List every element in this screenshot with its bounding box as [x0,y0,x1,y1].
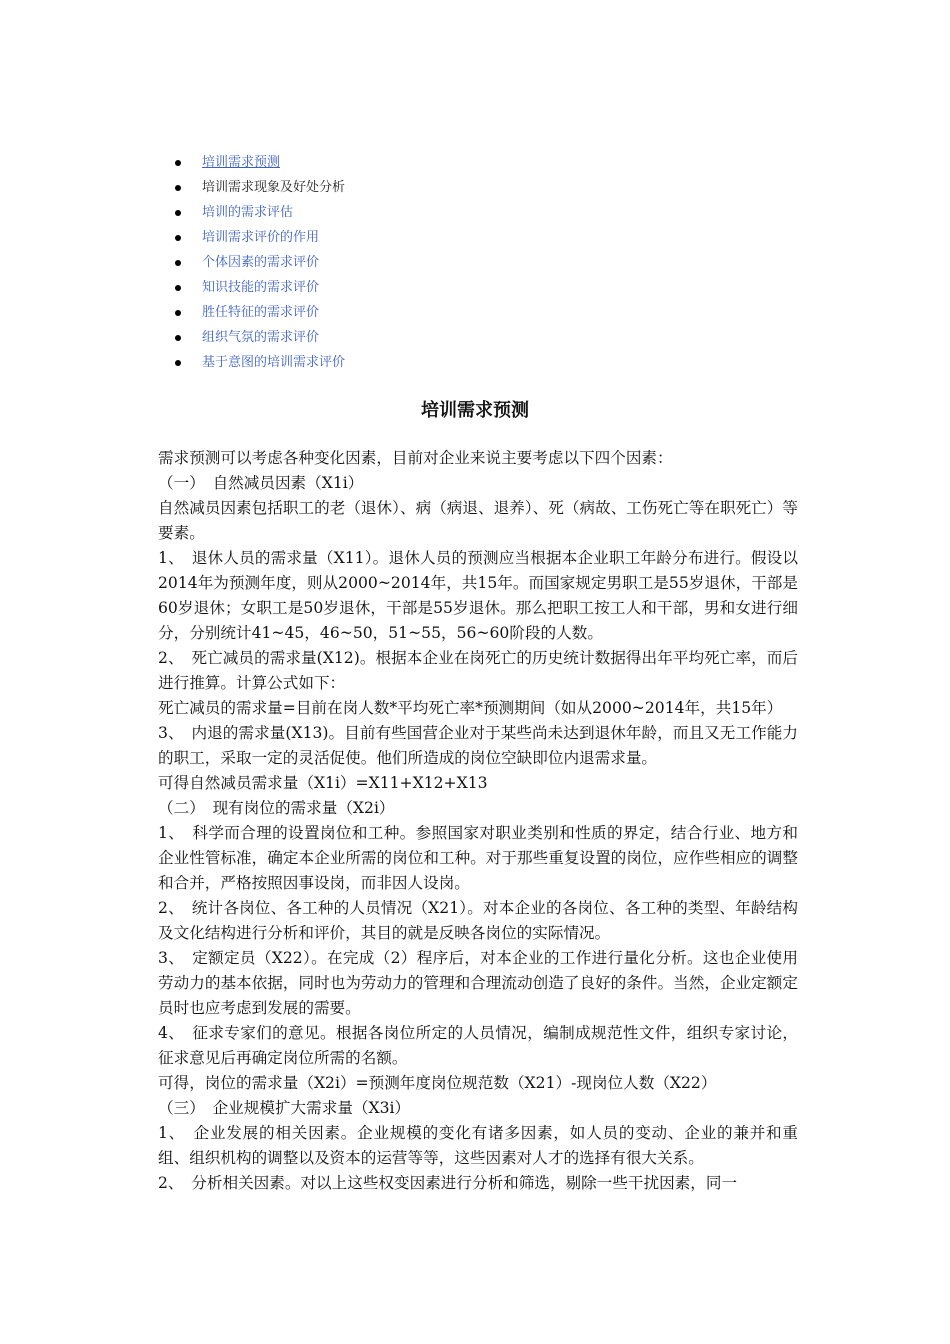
paragraph: 2、 统计各岗位、各工种的人员情况（X21）。对本企业的各岗位、各工种的类型、年龄结构及文化结构进行分析和评价，其目的就是反映各岗位的实际情况。 [158,899,799,942]
toc-link[interactable]: 培训的需求评估 [202,205,294,220]
bullet-icon [175,235,181,241]
page-title: 培训需求预测 [421,400,529,421]
toc-text: 培训需求现象及好处分析 [202,180,346,195]
paragraph: 自然减员因素包括职工的老（退休）、病（病退、退养）、死（病故、工伤死亡等在职死亡）等要素。 [158,499,798,542]
paragraph: 1、 企业发展的相关因素。企业规模的变化有诸多因素，如人员的变动、企业的兼并和重组、组织机构的调整以及资本的运营等等，这些因素对人才的选择有很大关系。 [158,1124,798,1167]
section-heading: （二） 现有岗位的需求量（X2i） [158,799,395,817]
toc-item[interactable] [172,250,345,275]
toc-item[interactable] [172,150,345,175]
toc-item [172,175,345,200]
paragraph: 死亡减员的需求量=目前在岗人数*平均死亡率*预测期间（如从2000~2014年，共15年） [158,699,783,717]
bullet-icon [175,210,181,216]
table-of-contents [172,150,345,375]
toc-link[interactable]: 培训需求预测 [202,155,281,170]
toc-item[interactable] [172,350,345,375]
bullet-icon [175,185,181,191]
paragraph: 需求预测可以考虑各种变化因素，目前对企业来说主要考虑以下四个因素： [158,449,673,467]
toc-item[interactable] [172,300,345,325]
toc-link[interactable]: 基于意图的培训需求评价 [202,355,346,370]
bullet-icon [175,335,181,341]
toc-item[interactable] [172,325,345,350]
paragraph: 4、 征求专家们的意见。根据各岗位所定的人员情况，编制成规范性文件，组织专家讨论，征求意见后再确定岗位所需的名额。 [158,1024,798,1067]
paragraph: 可得自然减员需求量（X1i）=X11+X12+X13 [158,774,488,792]
section-heading: （一） 自然减员因素（X1i） [158,474,364,492]
toc-item[interactable] [172,200,345,225]
bullet-icon [175,285,181,291]
bullet-icon [175,160,181,166]
bullet-icon [175,360,181,366]
toc-link[interactable]: 胜任特征的需求评价 [202,305,320,320]
paragraph: 2、 分析相关因素。对以上这些权变因素进行分析和筛选，剔除一些干扰因素，同一 [158,1174,738,1192]
toc-link[interactable]: 知识技能的需求评价 [202,280,320,295]
toc-link[interactable]: 个体因素的需求评价 [202,255,320,270]
toc-link[interactable]: 组织气氛的需求评价 [202,330,320,345]
toc-link[interactable]: 培训需求评价的作用 [202,230,320,245]
paragraph: 1、 退休人员的需求量（X11）。退休人员的预测应当根据本企业职工年龄分布进行。假设以2014年为预测年度，则从2000~2014年，共15年。而国家规定男职工是55岁退休，干部是60岁退休；女职工是50岁退休，干部是55岁退休。那么把职工按工人和干部，男和女进行细分，分别统计41~45，46~50，51~55，56~60阶段的人数。 [158,549,798,642]
toc-item[interactable] [172,225,345,250]
section-heading: （三） 企业规模扩大需求量（X3i） [158,1099,411,1117]
paragraph: 3、 定额定员（X22）。在完成（2）程序后，对本企业的工作进行量化分析。这也企业使用劳动力的基本依据，同时也为劳动力的管理和合理流动创造了良好的条件。当然，企业定额定员时也应考虑到发展的需要。 [158,949,798,1017]
toc-item[interactable] [172,275,345,300]
paragraph: 1、 科学而合理的设置岗位和工种。参照国家对职业类别和性质的界定，结合行业、地方和企业性管标准，确定本企业所需的岗位和工种。对于那些重复设置的岗位，应作些相应的调整和合并，严格按照因事设岗，而非因人设岗。 [158,824,798,892]
article-body [158,446,798,1196]
paragraph: 3、 内退的需求量(X13)。目前有些国营企业对于某些尚未达到退休年龄，而且又无工作能力的职工，采取一定的灵活促使。他们所造成的岗位空缺即位内退需求量。 [158,724,798,767]
paragraph: 可得，岗位的需求量（X2i）=预测年度岗位规范数（X21）-现岗位人数（X22） [158,1074,717,1092]
bullet-icon [175,260,181,266]
paragraph: 2、 死亡减员的需求量(X12)。根据本企业在岗死亡的历史统计数据得出年平均死亡率，而后进行推算。计算公式如下： [158,649,798,692]
bullet-icon [175,310,181,316]
